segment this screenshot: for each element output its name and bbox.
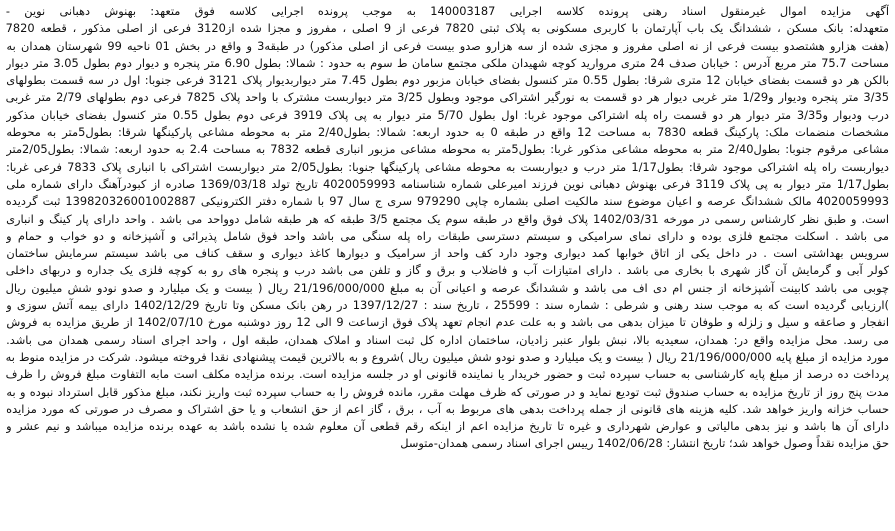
notice-line-9: مشاعی مرقوم جنوبا: بطول2/40 متر به محوطه مشاعی مذکور غربا: بطول5متر به محوطه مشاعی مزبور انباری قطعه 7832 به مساحت 2.4 به حدود اربعه: شمالا: بطول2/05متر <box>6 142 889 157</box>
notice-line-19: انفجار و صاعقه و سیل و زلزله و طوفان تا میزان بدهی می باشد و به علت عدم انجام تعهد پلاک فوق ازساعت 9 الی 12 روز دوشنبه مورخ 1402/07/10 از طریق مزایده به فروش <box>6 315 889 330</box>
notice-line-8: مشخصات منضمات ملک: پارکینگ قطعه 7830 به مساحت 12 واقع در طبقه 0 به حدود اربعه: شمالا: بطول2/40 متر به محوطه مشاعی پارکینگها شرقا: بطول5متر به محوطه <box>6 125 889 140</box>
notice-line-5: بالکن هر دو قسمت بفضای خیابان 12 متری شرقا: بطول 0.55 متر کنسول بفضای خیابان مزبور دوم بطول 7.45 متر دیواربدیوار پلاک 3121 فرعی جنوبا: اول در سه قسمت بطولهای <box>6 73 889 88</box>
notice-line-11: بطول1/17 متر دیوار به پی پلاک 3119 فرعی بهنوش دهبانی نوین فرزند امیرعلی شماره شناسنامه 4020059993 تاریخ تولد 1369/03/18 صادره از کبودرآهنگ دارای شماره ملی <box>6 176 889 191</box>
notice-line-7: درب ودیوار و3/35 متر دیوار هر دو قسمت راه پله اشتراکی موجود غربا: اول بطول 5/70 متر دیوار به پی پلاک 3919 فرعی دوم بطول 0.55 متر کنسول بفضای خیابان مذکور <box>6 107 889 122</box>
notice-line-13: است. و طبق نظر کارشناس رسمی در مورخه 1402/03/31 پلاک فوق واقع در طبقه سوم یک مجتمع 3/5 طبقه که هر طبقه شامل دوواحد می باشد . واحد دارای پار کینگ و انباری <box>6 211 889 226</box>
notice-line-1: آگهی مزایده اموال غیرمنقول اسناد رهنی پرونده کلاسه اجرایی 140003187 به موجب پرونده اجرایی کلاسه فوق متعهد: بهنوش دهبانی نوین - <box>6 4 889 18</box>
notice-line-16: کولر آبی و گرمایش آن گاز شهری با بخاری می باشد . دارای امتیازات آب و فاضلاب و برق و گاز و تلفن می باشد درب و پنجره های رو به کوچه فلزی یک جداره و دربهای داخلی <box>6 263 889 278</box>
notice-line-24: حساب خزانه واریز خواهد شد. کلیه هزینه های قانونی از جمله پرداخت بدهی های مربوط به آب ، برق ، گاز اعم از حق انشعاب و یا حق اشتراک و مصرف در صورتی که مورد مزایده <box>6 401 889 416</box>
notice-line-25: دارای آن ها باشد و نیز بدهی مالیاتی و عوارض شهرداری و غیره تا تاریخ مزایده اعم از اینکه رقم قطعی آن معلوم شده یا نشده باشد به عهده برنده مزایده میباشد و نیم عشر و <box>6 419 889 434</box>
notice-line-23: مدت پنج روز از تاریخ مزایده به حساب صندوق ثبت تودیع نماید و در صورتی که ظرف مهلت مقرر، مانده فروش را به حساب سپرده ثبت واریز نکند، مبلغ مذکور قابل استرداد نبوده و به <box>6 384 889 399</box>
notice-line-2: متعهدله: بانک مسکن ، ششدانگ یک باب آپارتمان با کاربری مسکونی به پلاک ثبتی 7820 فرعی از 9 اصلی ، مفروز و مجزا شده از3120 فرعی از اصلی مذکور ، قطعه 7820 <box>6 21 889 36</box>
notice-line-4: مساحت 75.7 متر مربع آدرس : خیابان صدف 24 متری مروارید کوچه شهیدان ملکی مجتمع سامان ط سوم به حدود : شمالا: بطول 6.90 متر پنجره و دیوار دوم بطول 3.05 متر دیوار <box>6 55 889 70</box>
auction-notice <box>6 3 889 527</box>
notice-line-22: پرداخت ده درصد از مبلغ پایه کارشناسی به حساب سپرده ثبت و حضور خریدار یا نماینده قانونی او در جلسه مزایده است. برنده مزایده مکلف است مابه التفاوت مبلغ فروش را ظرف <box>6 367 889 382</box>
notice-line-14: می باشد . اسکلت مجتمع فلزی بوده و دارای نمای سرامیکی و سیستم دسترسی طبقات راه پله سنگی می باشد واحد فوق شامل پذیرائی و آشپزخانه و دو خواب و حمام و <box>6 228 889 243</box>
notice-line-3: (هفت هزارو هشتصدو بیست فرعی از نه اصلی مفروز و مجزی شده از سه هزارو صدو بیست فرعی از اصلی مذکور) در طبقه3 و واقع در بخش 01 ناحیه 99 شهرستان همدان به <box>6 38 889 53</box>
notice-line-6: 3/35 متر پنجره ودیوار و1/29 متر غربی دیوار هر دو قسمت به نورگیر اشتراکی موجود وبطول 3/25 متر دیواربست مشترک با واحد پلاک 7825 فرعی دوم بطولهای 2/79 متر غربی <box>6 90 889 105</box>
notice-line-18: )ارزیابی گردیده است که به موجب سند رهنی و شرطی : شماره سند : 25599 ، تاریخ سند : 1397/12/27 در رهن بانک مسکن وتا تاریخ 1402/12/29 دارای بیمه آتش سوزی و <box>6 298 889 313</box>
notice-line-10: دیواربست راه پله اشتراکی موجود شرقا: بطول1/17 متر درب و دیواربست به محوطه مشاعی پارکینگها جنوبا: بطول2/05 متر دیواربست اشتراکی با انباری پلاک 7833 فرعی غربا: <box>6 159 889 174</box>
notice-line-26: حق مزایده نقداً وصول خواهد شد؛ تاریخ انتشار: 1402/06/28 رییس اجرای اسناد رسمی همدان-متوسل <box>400 436 889 451</box>
notice-line-21: مورد مزایده از مبلغ پایه 21/196/000/000 ریال ( بیست و یک میلیارد و صدو نودو شش میلیون ریال )شروع و به بالاترین قیمت پیشنهادی نقدا فروخته میشود. شرکت در مزایده منوط به <box>6 349 889 364</box>
notice-line-17: چوبی می باشد کابینت آشپزخانه از جنس ام دی اف می باشد و ششدانگ عرصه و اعیانی آن به مبلغ 21/196/000/000 ریال ( بیست و یک میلیارد و صدو نودو شش میلیون ریال <box>6 280 889 295</box>
notice-line-15: سرویس بهداشتی است . در داخل یکی از اتاق خوابها کمد دیواری وجود دارد کف واحد از سرامیک و دیوارها کاغذ دیواری و سقف کناف می باشد سیستم سرمایش ساختمان <box>6 246 889 261</box>
notice-line-12: 4020059993 مالک ششدانگ عرصه و اعیان موضوع سند مالکیت اصلی بشماره چاپی 979290 سری ج سال 97 با شماره دفتر الکترونیکی 139820326001002887 ثبت گردیده <box>6 194 889 209</box>
notice-line-20: می رسد. محل مزایده واقع در: همدان، سعیدیه بالا، نبش بلوار عنبر زادیان، ساختمان اداره کل ثبت اسناد و املاک همدان، طبقه اول ، واحد اجرای اسناد رسمی همدان می باشد. <box>6 332 889 347</box>
